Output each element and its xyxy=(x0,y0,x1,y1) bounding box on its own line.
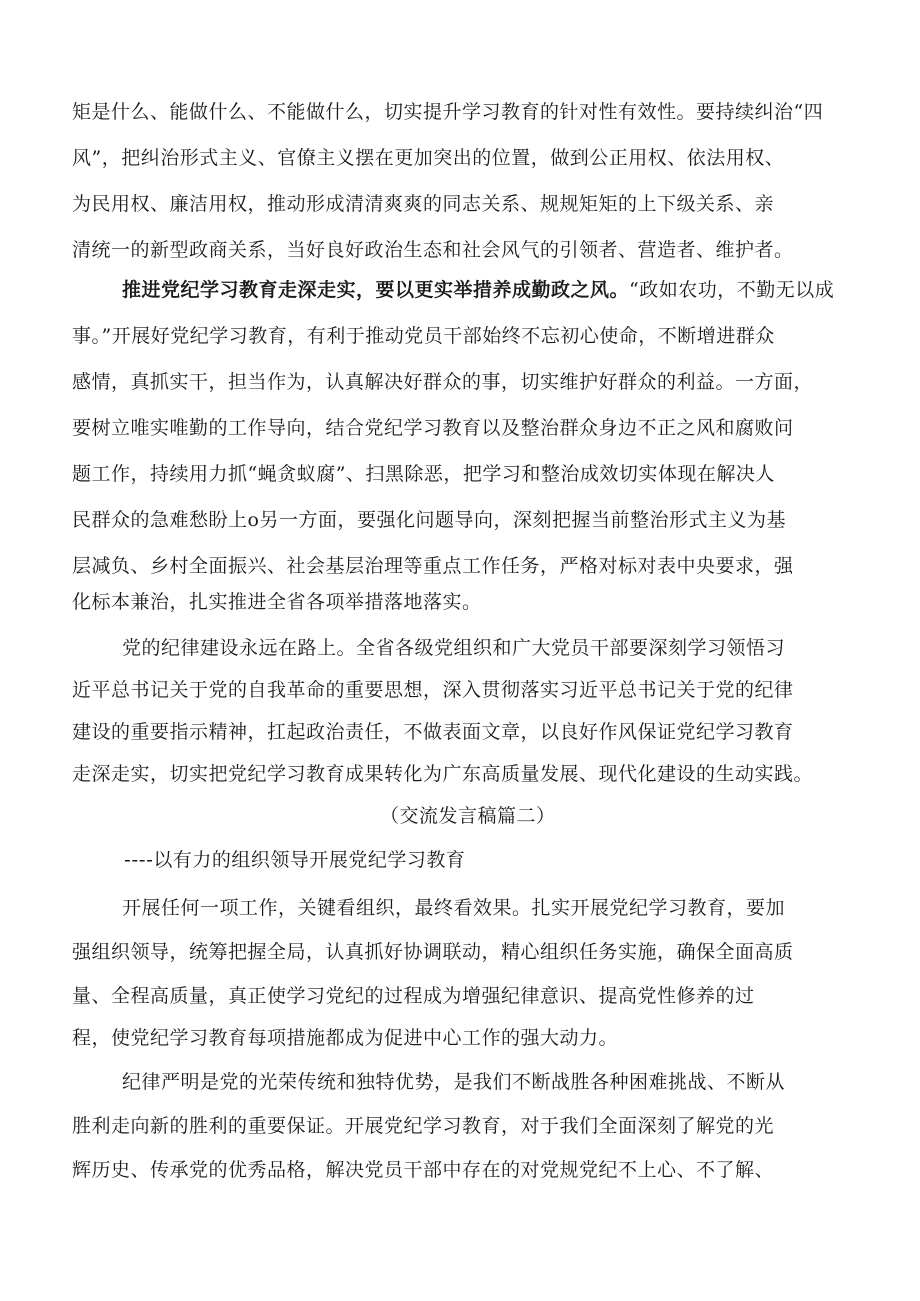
section-title: （交流发言稿篇二） xyxy=(380,805,556,827)
paragraph-5-line: 纪律严明是党的光荣传统和独特优势，是我们不断战胜各种困难挑战、不断从 xyxy=(122,1071,786,1093)
paragraph-2-line: 要树立唯实唯勤的工作导向，结合党纪学习教育以及整治群众身边不正之风和腐败问 xyxy=(72,417,794,439)
paragraph-5-line: 胜利走向新的胜利的重要保证。开展党纪学习教育，对于我们全面深刻了解党的光 xyxy=(72,1115,775,1137)
paragraph-2-lead: 推进党纪学习教育走深走实，要以更实举措养成勤政之风。 xyxy=(122,279,630,301)
paragraph-2-first-line xyxy=(122,278,834,302)
paragraph-4-line: 量、全程高质量，真正使学习党纪的过程成为增强纪律意识、提高党性修养的过 xyxy=(72,985,755,1007)
paragraph-2-first-rest: “政如农功，不勤无以成 xyxy=(629,279,835,301)
subtitle: ----以有力的组织领导开展党纪学习教育 xyxy=(124,849,466,871)
paragraph-3-line: 近平总书记关于党的自我革命的重要思想，深入贯彻落实习近平总书记关于党的纪律 xyxy=(72,679,794,701)
paragraph-3-line: 建设的重要指示精神，扛起政治责任，不做表面文章，以良好作风保证党纪学习教育 xyxy=(72,721,794,743)
paragraph-3-line: 走深走实，切实把党纪学习教育成果转化为广东高质量发展、现代化建设的生动实践。 xyxy=(72,763,814,785)
paragraph-1-line: 清统一的新型政商关系，当好良好政治生态和社会风气的引领者、营造者、维护者。 xyxy=(72,239,794,261)
paragraph-2-line: 化标本兼治，扎实推进全省各项举措落地落实。 xyxy=(72,591,482,613)
paragraph-1-line: 为民用权、廉洁用权，推动形成清清爽爽的同志关系、规规矩矩的上下级关系、亲 xyxy=(72,193,775,215)
paragraph-2-line: 层减负、乡村全面振兴、社会基层治理等重点工作任务，严格对标对表中央要求，强 xyxy=(72,555,794,577)
paragraph-5-line: 辉历史、传承党的优秀品格，解决党员干部中存在的对党规党纪不上心、不了解、 xyxy=(72,1159,775,1181)
paragraph-4-line: 强组织领导，统筹把握全局，认真抓好协调联动，精心组织任务实施，确保全面高质 xyxy=(72,941,794,963)
paragraph-2-line: 事。”开展好党纪学习教育，有利于推动党员干部始终不忘初心使命，不断增进群众 xyxy=(72,325,775,347)
paragraph-1-line: 矩是什么、能做什么、不能做什么，切实提升学习教育的针对性有效性。要持续纠治“四 xyxy=(72,101,824,123)
paragraph-4-line: 开展任何一项工作，关键看组织，最终看效果。扎实开展党纪学习教育，要加 xyxy=(122,897,786,919)
paragraph-3-line: 党的纪律建设永远在路上。全省各级党组织和广大党员干部要深刻学习领悟习 xyxy=(122,637,786,659)
paragraph-4-line: 程，使党纪学习教育每项措施都成为促进中心工作的强大动力。 xyxy=(72,1027,619,1049)
paragraph-2-line: 感情，真抓实干，担当作为，认真解决好群众的事，切实维护好群众的利益。一方面， xyxy=(72,371,814,393)
paragraph-1-line: 风”，把纠治形式主义、官僚主义摆在更加突出的位置，做到公正用权、依法用权、 xyxy=(72,147,785,169)
paragraph-2-line: 民群众的急难愁盼上o另一方面，要强化问题导向，深刻把握当前整治形式主义为基 xyxy=(72,509,786,531)
paragraph-2-line: 题工作，持续用力抓“蝇贪蚁腐”、扫黑除恶，把学习和整治成效切实体现在解决人 xyxy=(72,463,775,485)
